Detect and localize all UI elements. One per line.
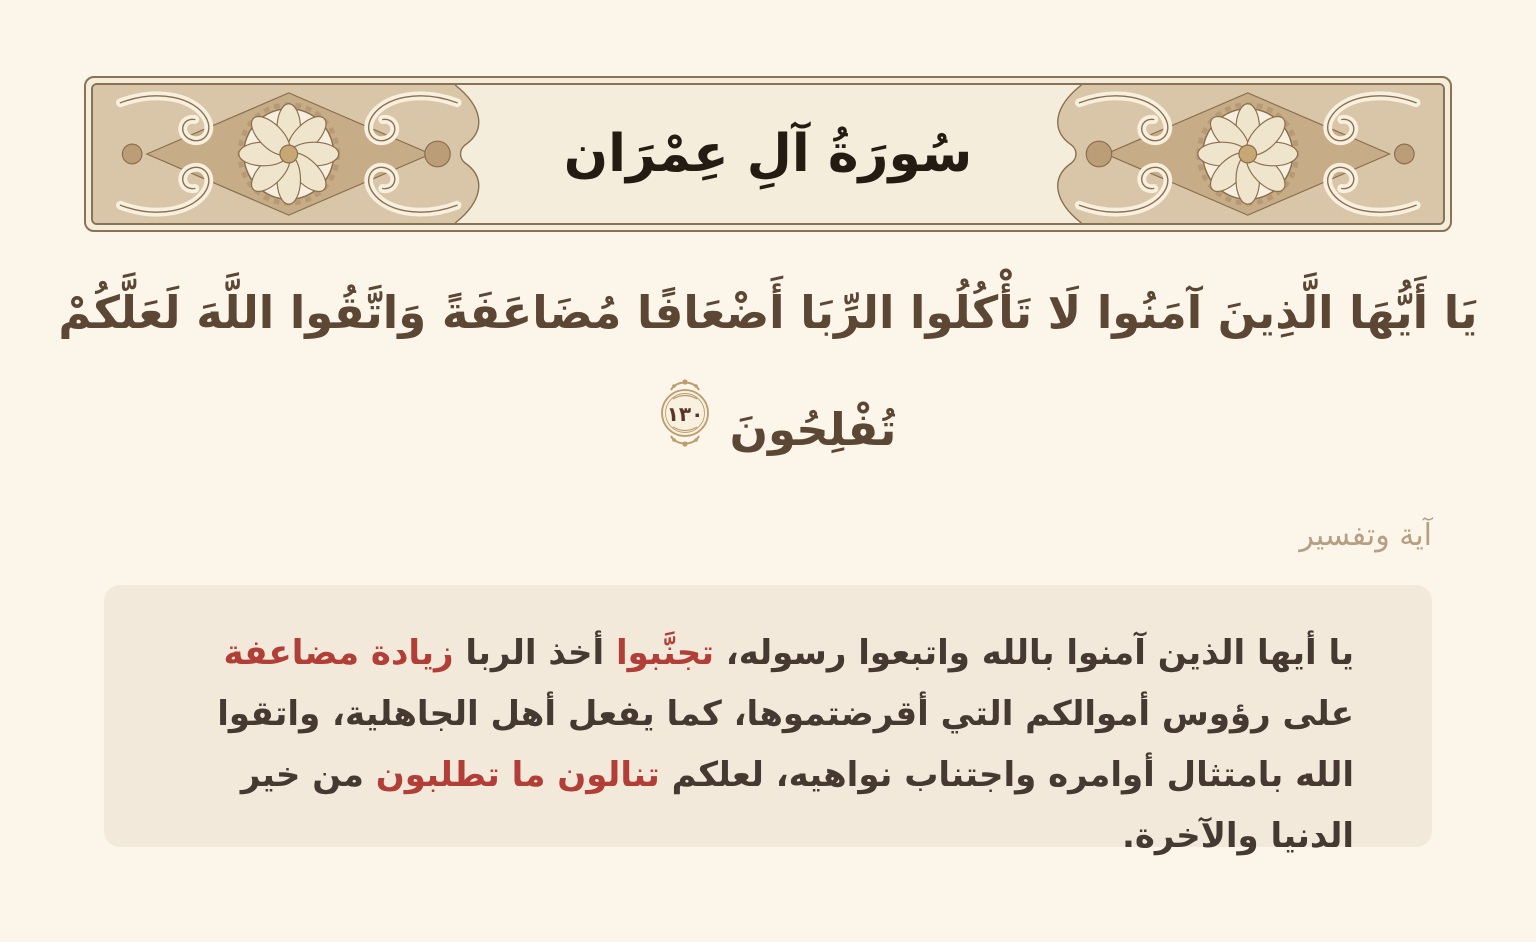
arabesque-ornament-right-icon [1052, 85, 1444, 223]
tafsir-segment: يا أيها الذين آمنوا بالله واتبعوا رسوله، [713, 632, 1354, 673]
tafsir-segment: أخذ الربا [453, 632, 616, 673]
ayah-number-medallion-icon [656, 375, 714, 492]
ayah-line-2 [0, 371, 1536, 492]
ayah-number: ١٣٠ [666, 401, 703, 426]
surah-banner [84, 76, 1452, 232]
section-label: آية وتفسير [1299, 517, 1432, 553]
tafsir-highlight: تنالون ما تطلبون [375, 754, 660, 795]
ayah-line-1: يَا أَيُّهَا الَّذِينَ آمَنُوا لَا تَأْكُلُوا الرِّبَا أَضْعَافًا مُضَاعَفَةً وَاتَّقُوا اللَّهَ لَعَلَّكُمْ [58, 286, 1478, 339]
ayah-text [0, 254, 1536, 492]
surah-title: سُورَةُ آلِ عِمْرَان [563, 124, 973, 184]
tafsir-segment: على رؤوس أموالكم التي أقرضتموها، كما يفعل أهل الجاهلية، واتقوا الله بامتثال أوامره واجتناب نواهيه، لعلكم [217, 693, 1354, 795]
surah-banner-frame [91, 83, 1445, 225]
ayah-line-2-word: تُفْلِحُونَ [729, 403, 897, 456]
tafsir-segment: من خير الدنيا والآخرة. [240, 754, 1354, 856]
tafsir-highlight: تجنَّبوا [615, 632, 714, 673]
tafsir-text [182, 623, 1354, 867]
tafsir-highlight: زيادة مضاعفة [223, 632, 454, 673]
tafsir-panel [104, 585, 1432, 856]
arabesque-ornament-left-icon [93, 85, 485, 223]
quran-verse-card [0, 76, 1536, 942]
